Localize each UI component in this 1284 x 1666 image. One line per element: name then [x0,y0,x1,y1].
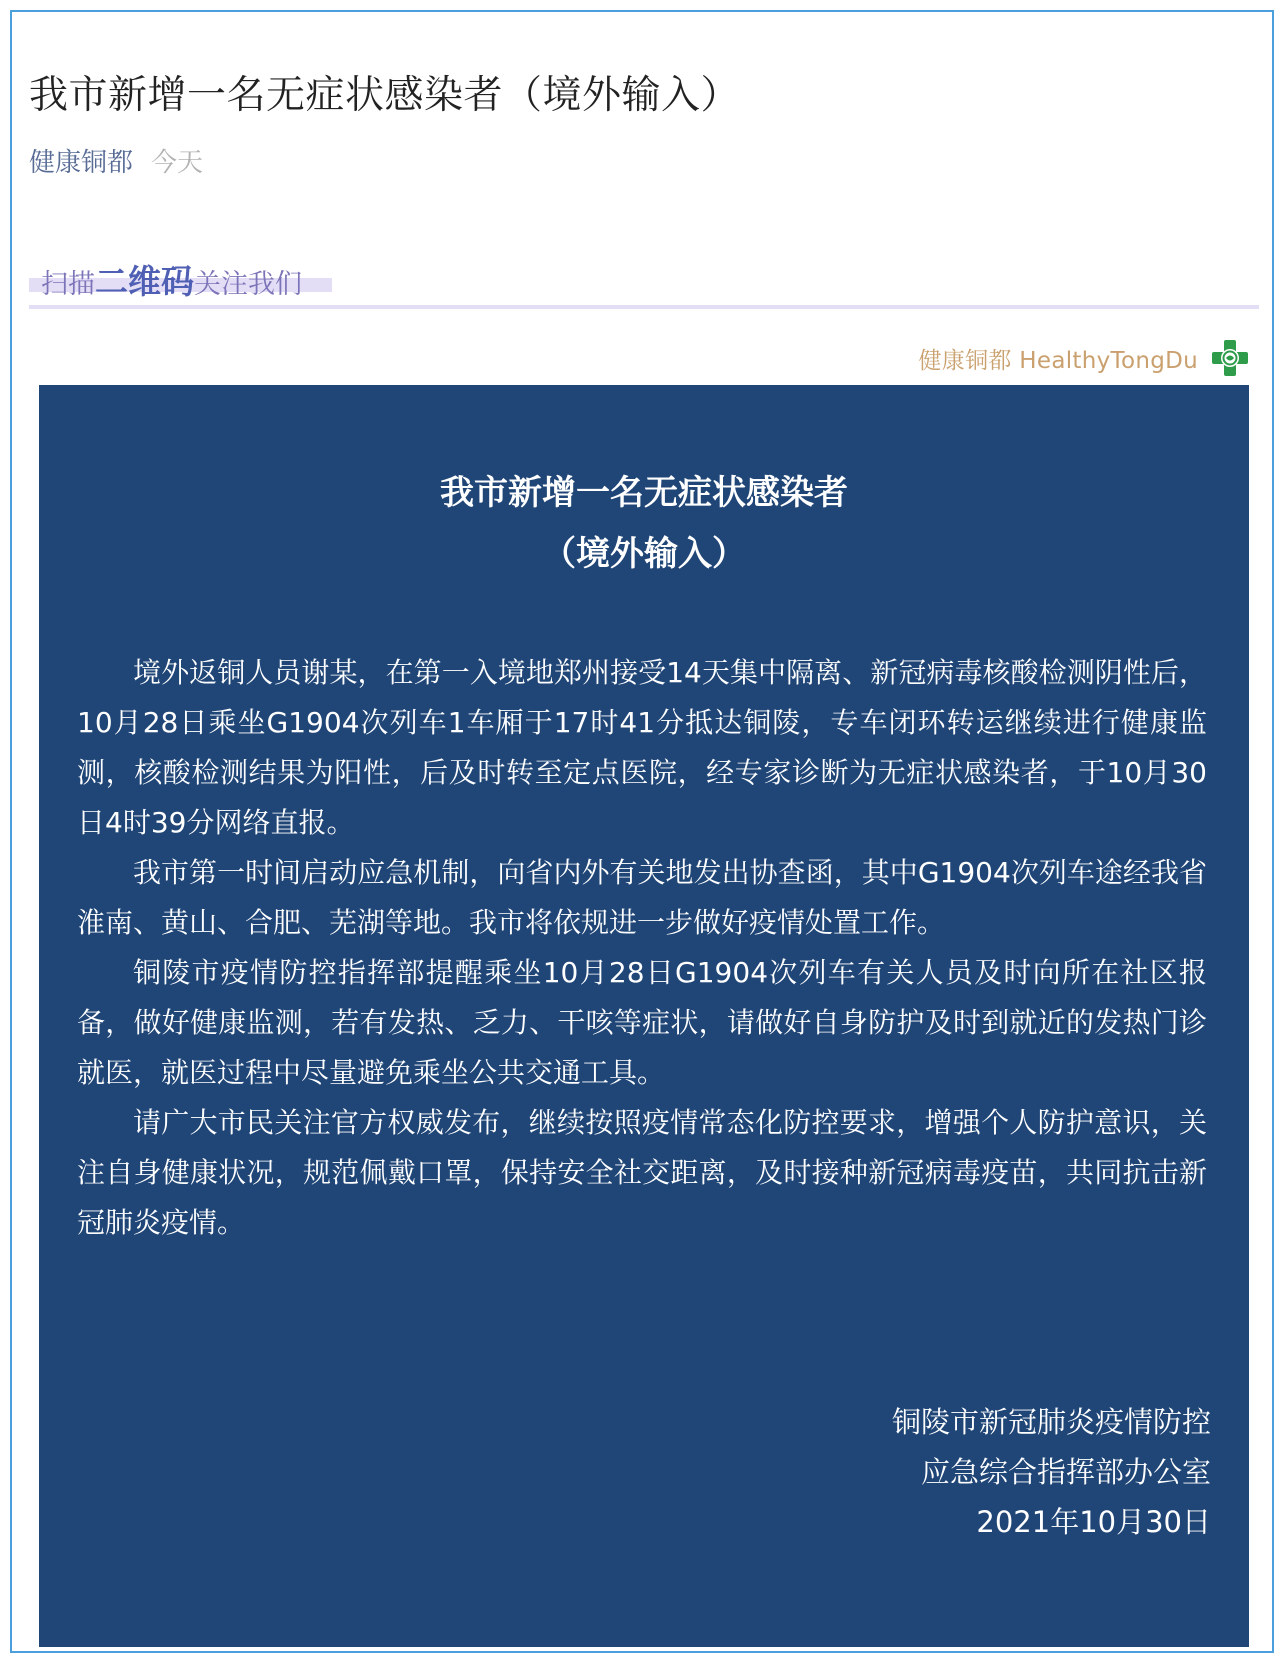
banner-underline [29,305,1259,309]
brand-signature [918,337,1250,379]
qr-banner-text [29,262,302,301]
publish-date: 今天 [151,148,204,178]
notice-paragraph: 我市第一时间启动应急机制，向省内外有关地发出协查函，其中G1904次列车途经我省淮南、黄山、合肥、芜湖等地。我市将依规进一步做好疫情处置工作。 [77,856,1207,939]
brand-text: 健康铜都 HealthyTongDu [918,347,1198,374]
qr-follow-banner [29,256,302,301]
cross-emblem-icon [1210,338,1250,378]
notice-body [77,648,1207,1248]
notice-title-line1: 我市新增一名无症状感染者 [440,473,848,513]
notice-paragraph: 铜陵市疫情防控指挥部提醒乘坐10月28日G1904次列车有关人员及时向所在社区报备，做好健康监测，若有发热、乏力、干咳等症状，请做好自身防护及时到就近的发热门诊就医，就医过程中尽量避免乘坐公共交通工具。 [77,956,1207,1089]
qr-banner-before: 扫描 [41,269,95,300]
signature-org-line2: 应急综合指挥部办公室 [920,1455,1211,1489]
article-frame [10,10,1274,1653]
article-meta [29,142,203,179]
author-link[interactable]: 健康铜都 [29,148,134,178]
qr-banner-after: 关注我们 [194,269,302,300]
notice-card [39,385,1249,1647]
notice-title-line2: （境外输入） [542,534,746,574]
signature-org-line1: 铜陵市新冠肺炎疫情防控 [891,1405,1211,1439]
notice-signature [892,1397,1211,1547]
notice-paragraph: 境外返铜人员谢某，在第一入境地郑州接受14天集中隔离、新冠病毒核酸检测阴性后，10月28日乘坐G1904次列车1车厢于17时41分抵达铜陵，专车闭环转运继续进行健康监测，核酸检测结果为阳性，后及时转至定点医院，经专家诊断为无症状感染者，于10月30日4时39分网络直报。 [77,656,1207,839]
article-title: 我市新增一名无症状感染者（境外输入） [29,73,741,118]
qr-banner-highlight: 二维码 [95,262,194,301]
signature-date: 2021年10月30日 [976,1505,1211,1539]
notice-paragraph: 请广大市民关注官方权威发布，继续按照疫情常态化防控要求，增强个人防护意识，关注自身健康状况，规范佩戴口罩，保持安全社交距离，及时接种新冠病毒疫苗，共同抗击新冠肺炎疫情。 [77,1106,1207,1239]
